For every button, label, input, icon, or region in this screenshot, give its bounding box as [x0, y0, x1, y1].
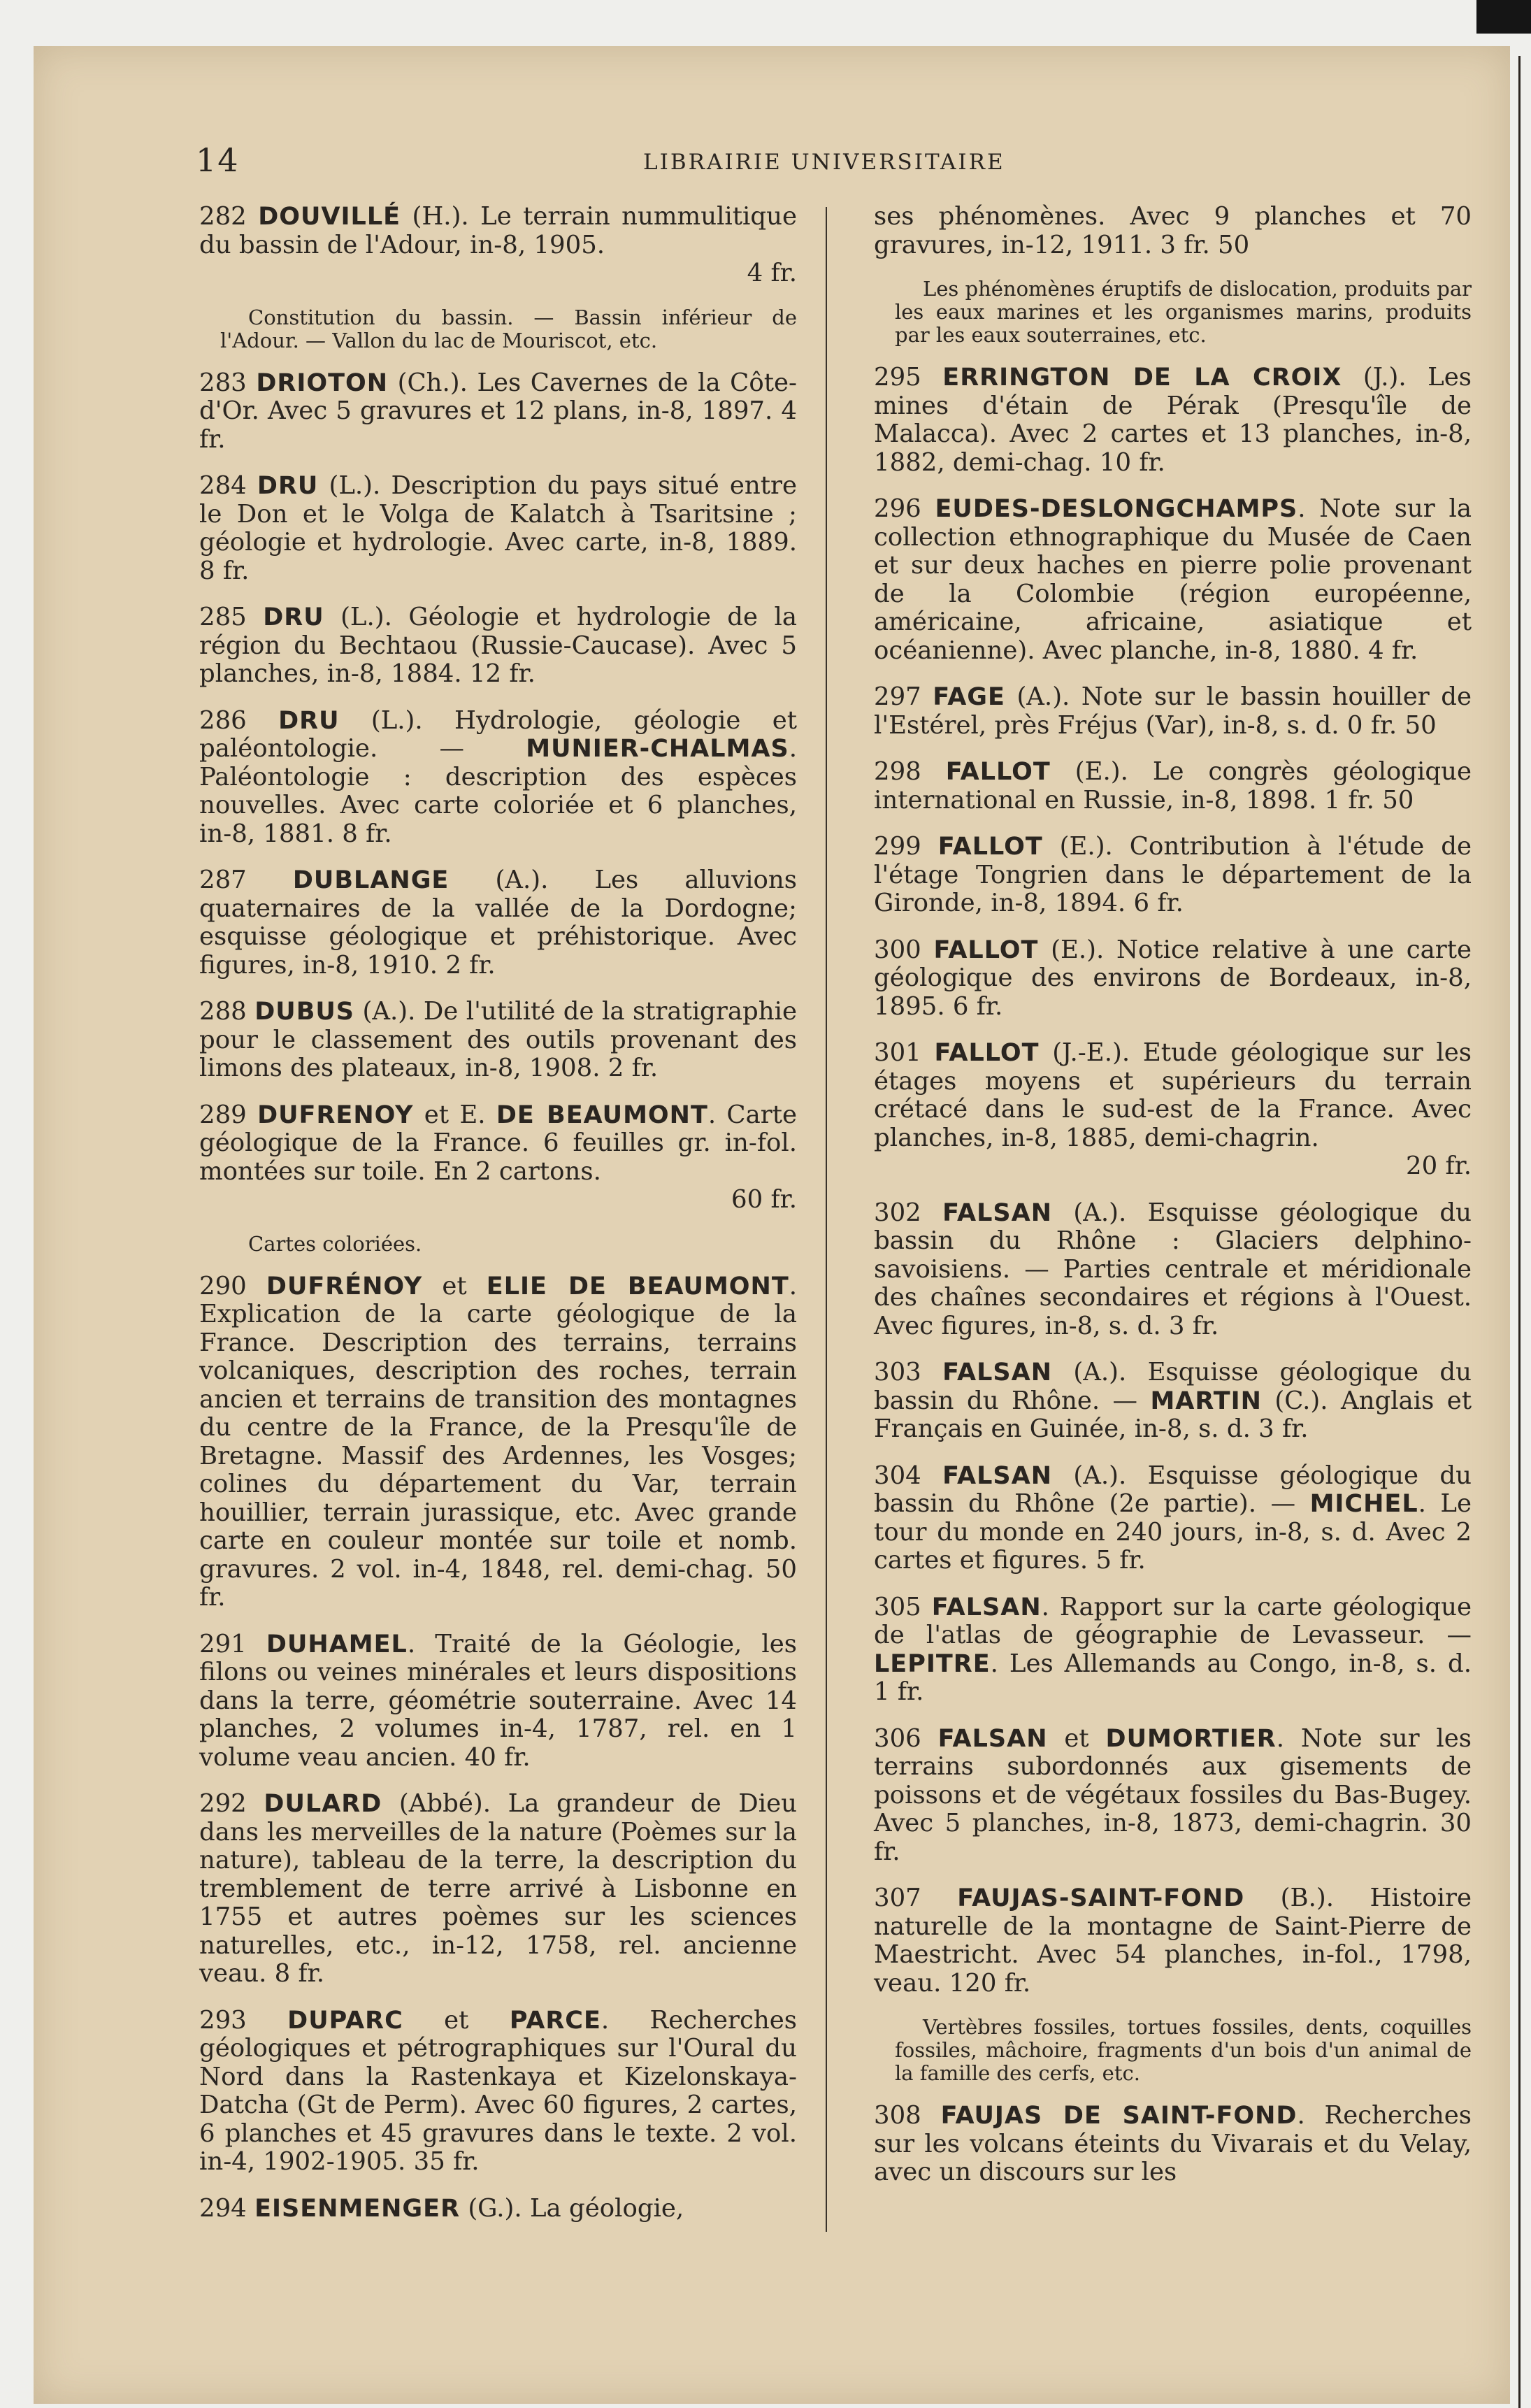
- catalog-entry: [199, 472, 797, 585]
- entry-text: (A.). Note sur le bassin houiller de l'Estérel, près Fréjus (Var), in-8, s. d. 0 fr. 50: [874, 682, 1472, 740]
- catalog-entry: [874, 1359, 1472, 1444]
- entry-author: FALSAN: [942, 1359, 1053, 1386]
- entry-author: ERRINGTON DE LA CROIX: [942, 364, 1342, 392]
- entry-number: 303: [874, 1358, 921, 1386]
- entry-number: 301: [874, 1038, 921, 1067]
- entry-author-secondary: DUMORTIER: [1105, 1724, 1277, 1753]
- entry-text: (J.). Les mines d'étain de Pérak (Presqu'île de Malacca). Avec 2 cartes et 13 planches, in-8, 1882, demi-chag. 10 fr.: [874, 363, 1472, 477]
- catalog-entry: [199, 2195, 797, 2223]
- entry-author: FAUJAS-SAINT-FOND: [957, 1884, 1245, 1912]
- entry-number: 307: [874, 1884, 921, 1912]
- catalog-entry: [874, 1199, 1472, 1341]
- entry-author-secondary: ELIE DE BEAUMONT: [486, 1272, 789, 1300]
- entry-author-secondary: MUNIER-CHALMAS: [526, 735, 789, 763]
- catalog-entry: [199, 369, 797, 454]
- entry-number: 308: [874, 2101, 921, 2130]
- entry-text-continued: . Note sur les terrains subordonnés aux gisements de poissons et de végétaux fossiles du Bas-Bugey. Avec 5 planches, in-8, 1873, demi-chagrin. 30 fr.: [874, 1723, 1472, 1866]
- catalog-entry: [874, 1725, 1472, 1867]
- running-head: LIBRAIRIE UNIVERSITAIRE: [643, 150, 1005, 175]
- entry-text: (H.). Le terrain nummulitique du bassin de l'Adour, in-8, 1905.: [199, 202, 797, 259]
- catalog-entry: [199, 203, 797, 288]
- catalog-entry: [874, 1884, 1472, 1998]
- column-divider: [826, 207, 827, 2232]
- entry-author: DUFRENOY: [257, 1101, 414, 1129]
- entry-price: 4 fr.: [747, 259, 797, 287]
- entry-author: DUPARC: [287, 2006, 403, 2035]
- catalog-entry: [199, 1631, 797, 1772]
- entry-author: FALLOT: [933, 936, 1039, 964]
- entry-text: ses phénomènes. Avec 9 planches et 70 gravures, in-12, 1911. 3 fr. 50: [874, 202, 1472, 259]
- entry-text: (J.-E.). Etude géologique sur les étages moyens et supérieurs du terrain crétacé dans le sud-est de la France. Avec planches, in-8, 1885, demi-chagrin.: [874, 1038, 1472, 1152]
- entry-number: 302: [874, 1198, 921, 1227]
- left-column: [199, 203, 797, 2241]
- entry-text: . Traité de la Géologie, les filons ou veines minérales et leurs dispositions dans la terre, géométrie souterraine. Avec 14 planches, 2 volumes in-4, 1787, rel. en 1 volume veau ancien. 40 fr.: [199, 1629, 797, 1772]
- entry-text: (L.). Hydrologie, géologie et paléontologie. —: [199, 705, 797, 763]
- catalog-entry: [199, 1273, 797, 1612]
- entry-price: 20 fr.: [1406, 1152, 1472, 1180]
- entry-author-secondary: PARCE: [509, 2006, 601, 2035]
- entry-text: (Abbé). La grandeur de Dieu dans les merveilles de la nature (Poèmes sur la nature), tableau de la terre, la description du tremblement de terre arrivé à Lisbonne en 1755 et autres poèmes sur les sciences naturelles, etc., in-12, 1758, rel. ancienne veau. 8 fr.: [199, 1789, 797, 1988]
- entry-text-continued: . Le tour du monde en 240 jours, in-8, s. d. Avec 2 cartes et figures. 5 fr.: [874, 1489, 1472, 1575]
- entry-author-secondary: DE BEAUMONT: [496, 1101, 708, 1129]
- entry-author-secondary: LEPITRE: [874, 1649, 991, 1678]
- catalog-entry: [874, 203, 1472, 259]
- entry-text: et: [1047, 1723, 1106, 1753]
- catalog-entry: [874, 364, 1472, 477]
- entry-text: (L.). Description du pays situé entre le Don et le Volga de Kalatch à Tsaritsine ; géologie et hydrologie. Avec carte, in-8, 1889. 8 fr.: [199, 471, 797, 585]
- entry-text: (E.). Le congrès géologique international en Russie, in-8, 1898. 1 fr. 50: [874, 757, 1472, 815]
- catalog-entry: [199, 866, 797, 980]
- entry-text: (L.). Géologie et hydrologie de la région du Bechtaou (Russie-Caucase). Avec 5 planches, in-8, 1884. 12 fr.: [199, 603, 797, 688]
- catalog-entry: [199, 2007, 797, 2177]
- entry-author: DUBLANGE: [292, 866, 450, 894]
- catalog-entry: [874, 1039, 1472, 1181]
- scan-corner: [1476, 0, 1531, 34]
- catalog-entry: [874, 758, 1472, 815]
- page-number: 14: [196, 141, 240, 179]
- catalog-entry: [874, 833, 1472, 918]
- entry-author: DUHAMEL: [266, 1630, 408, 1658]
- entry-number: 292: [199, 1789, 247, 1818]
- entry-text-continued: . Carte géologique de la France. 6 feuilles gr. in-fol. montées sur toile. En 2 cartons.: [199, 1100, 797, 1186]
- catalog-entry: [199, 603, 797, 689]
- entry-author: DRU: [263, 603, 324, 631]
- entry-author: FAGE: [933, 683, 1005, 711]
- entry-text: (Ch.). Les Cavernes de la Côte-d'Or. Avec 5 gravures et 12 plans, in-8, 1897. 4 fr.: [199, 368, 797, 454]
- entry-text: (E.). Contribution à l'étude de l'étage Tongrien dans le département de la Gironde, in-8, 1894. 6 fr.: [874, 832, 1472, 917]
- entry-text: . Recherches sur les volcans éteints du Vivarais et du Velay, avec un discours sur les: [874, 2101, 1472, 2186]
- entry-text-continued: . Les Allemands au Congo, in-8, s. d. 1 fr.: [874, 1649, 1472, 1706]
- catalog-entry: [199, 1790, 797, 1988]
- right-column: [874, 203, 1472, 2205]
- entry-number: 285: [199, 603, 247, 631]
- catalog-entry: [874, 936, 1472, 1022]
- entry-note: Vertèbres fossiles, tortues fossiles, dents, coquilles fossiles, mâchoire, fragments d'un bois d'un animal de la famille des cerfs, etc.: [895, 2015, 1472, 2085]
- entry-note: Constitution du bassin. — Bassin inférieur de l'Adour. — Vallon du lac de Mouriscot, etc.: [220, 305, 797, 352]
- entry-text: et E.: [413, 1100, 496, 1129]
- entry-number: 296: [874, 494, 921, 523]
- entry-number: 299: [874, 832, 921, 861]
- entry-author: FALLOT: [934, 1039, 1040, 1067]
- catalog-entry: [874, 1462, 1472, 1575]
- entry-author: DRU: [257, 472, 319, 500]
- entry-text: (A.). Les alluvions quaternaires de la vallée de la Dordogne; esquisse géologique et préhistorique. Avec figures, in-8, 1910. 2 fr.: [199, 866, 797, 980]
- entry-author: FAUJAS DE SAINT-FOND: [940, 2102, 1298, 2130]
- catalog-entry: [199, 1101, 797, 1214]
- entry-number: 282: [199, 202, 247, 231]
- entry-text: et: [403, 2005, 510, 2035]
- entry-number: 291: [199, 1629, 247, 1658]
- entry-text: (A.). Esquisse géologique du bassin du Rhône. —: [874, 1358, 1472, 1415]
- entry-author: FALSAN: [942, 1461, 1053, 1490]
- entry-note: Cartes coloriées.: [248, 1231, 422, 1256]
- entry-price: 60 fr.: [731, 1185, 797, 1214]
- entry-author: EISENMENGER: [254, 2194, 461, 2223]
- entry-author: DULARD: [264, 1790, 382, 1818]
- entry-number: 306: [874, 1723, 921, 1753]
- catalog-entry: [199, 998, 797, 1083]
- entry-author: DRIOTON: [256, 368, 389, 397]
- entry-number: 295: [874, 363, 921, 392]
- entry-number: 305: [874, 1592, 921, 1621]
- entry-author: EUDES-DESLONGCHAMPS: [935, 495, 1298, 523]
- entry-number: 293: [199, 2005, 247, 2035]
- entry-author: FALSAN: [931, 1593, 1042, 1621]
- entry-number: 286: [199, 705, 247, 735]
- catalog-entry: [874, 495, 1472, 665]
- entry-text-continued: . Explication de la carte géologique de la France. Description des terrains, terrains volcaniques, description des roches, terrain ancien et terrains de transition des montagnes du centre de la France, de la Presqu'île de Bretagne. Massif des Ardennes, les Vosges; colines du département du Var, terrain houillier, terrain jurassique, etc. Avec grande carte en couleur montée sur toile et nomb. gravures. 2 vol. in-4, 1848, rel. demi-chag. 50 fr.: [199, 1271, 797, 1612]
- entry-text: (E.). Notice relative à une carte géologique des environs de Bordeaux, in-8, 1895. 6 fr.: [874, 935, 1472, 1021]
- page-edge: [1518, 56, 1521, 2408]
- entry-number: 294: [199, 2193, 247, 2223]
- entry-text: . Rapport sur la carte géologique de l'atlas de géographie de Levasseur. —: [874, 1592, 1472, 1649]
- entry-text: (B.). Histoire naturelle de la montagne de Saint-Pierre de Maestricht. Avec 54 planches, in-fol., 1798, veau. 120 fr.: [874, 1884, 1472, 1998]
- entry-text: (A.). De l'utilité de la stratigraphie pour le classement des outils provenant des limons des plateaux, in-8, 1908. 2 fr.: [199, 997, 797, 1082]
- entry-number: 287: [199, 866, 247, 894]
- catalog-entry: [199, 707, 797, 849]
- entry-author: FALSAN: [942, 1198, 1053, 1227]
- entry-note: Les phénomènes éruptifs de dislocation, produits par les eaux marines et les organismes marins, produits par les eaux souterraines, etc.: [895, 277, 1472, 347]
- entry-number: 300: [874, 935, 921, 964]
- entry-author: FALLOT: [945, 758, 1051, 786]
- catalog-entry: [874, 2102, 1472, 2187]
- entry-text: (A.). Esquisse géologique du bassin du Rhône : Glaciers delphino-savoisiens. — Parties centrale et méridionale des chaînes secondaires et régions à l'Ouest. Avec figures, in-8, s. d. 3 fr.: [874, 1198, 1472, 1340]
- entry-author: FALSAN: [937, 1724, 1048, 1753]
- entry-number: 290: [199, 1271, 247, 1300]
- entry-number: 297: [874, 682, 921, 711]
- entry-author: DOUVILLÉ: [258, 203, 401, 231]
- entry-text: (A.). Esquisse géologique du bassin du Rhône (2e partie). —: [874, 1461, 1472, 1518]
- entry-number: 288: [199, 997, 247, 1026]
- entry-author-secondary: MARTIN: [1150, 1386, 1262, 1415]
- catalog-entry: [874, 1593, 1472, 1707]
- catalog-entry: [874, 683, 1472, 740]
- entry-text: et: [422, 1271, 487, 1300]
- entry-author: DUBUS: [254, 998, 355, 1026]
- entry-number: 304: [874, 1461, 921, 1490]
- entry-text: (G.). La géologie,: [460, 2193, 684, 2223]
- entry-text: . Note sur la collection ethnographique du Musée de Caen et sur deux haches en pierre polie provenant de la Colombie (région européenne, américaine, africaine, asiatique et océanienne). Avec planche, in-8, 1880. 4 fr.: [874, 494, 1472, 665]
- entry-number: 283: [199, 368, 247, 397]
- entry-author: DUFRÉNOY: [266, 1272, 423, 1300]
- entry-author-secondary: MICHEL: [1309, 1490, 1418, 1518]
- entry-text-continued: . Paléontologie : description des espèces nouvelles. Avec carte coloriée et 6 planches, in-8, 1881. 8 fr.: [199, 734, 797, 848]
- entry-number: 289: [199, 1100, 247, 1129]
- entry-number: 298: [874, 757, 921, 786]
- entry-text-continued: (C.). Anglais et Français en Guinée, in-8, s. d. 3 fr.: [874, 1386, 1472, 1443]
- entry-author: DRU: [278, 706, 340, 735]
- entry-author: FALLOT: [937, 833, 1043, 861]
- entry-number: 284: [199, 471, 247, 500]
- entry-text-continued: . Recherches géologiques et pétrographiques sur l'Oural du Nord dans la Rastenkaya et Kizelonskaya-Datcha (Gt de Perm). Avec 60 figures, 2 cartes, 6 planches et 45 gravures dans le texte. 2 vol. in-4, 1902-1905. 35 fr.: [199, 2005, 797, 2176]
